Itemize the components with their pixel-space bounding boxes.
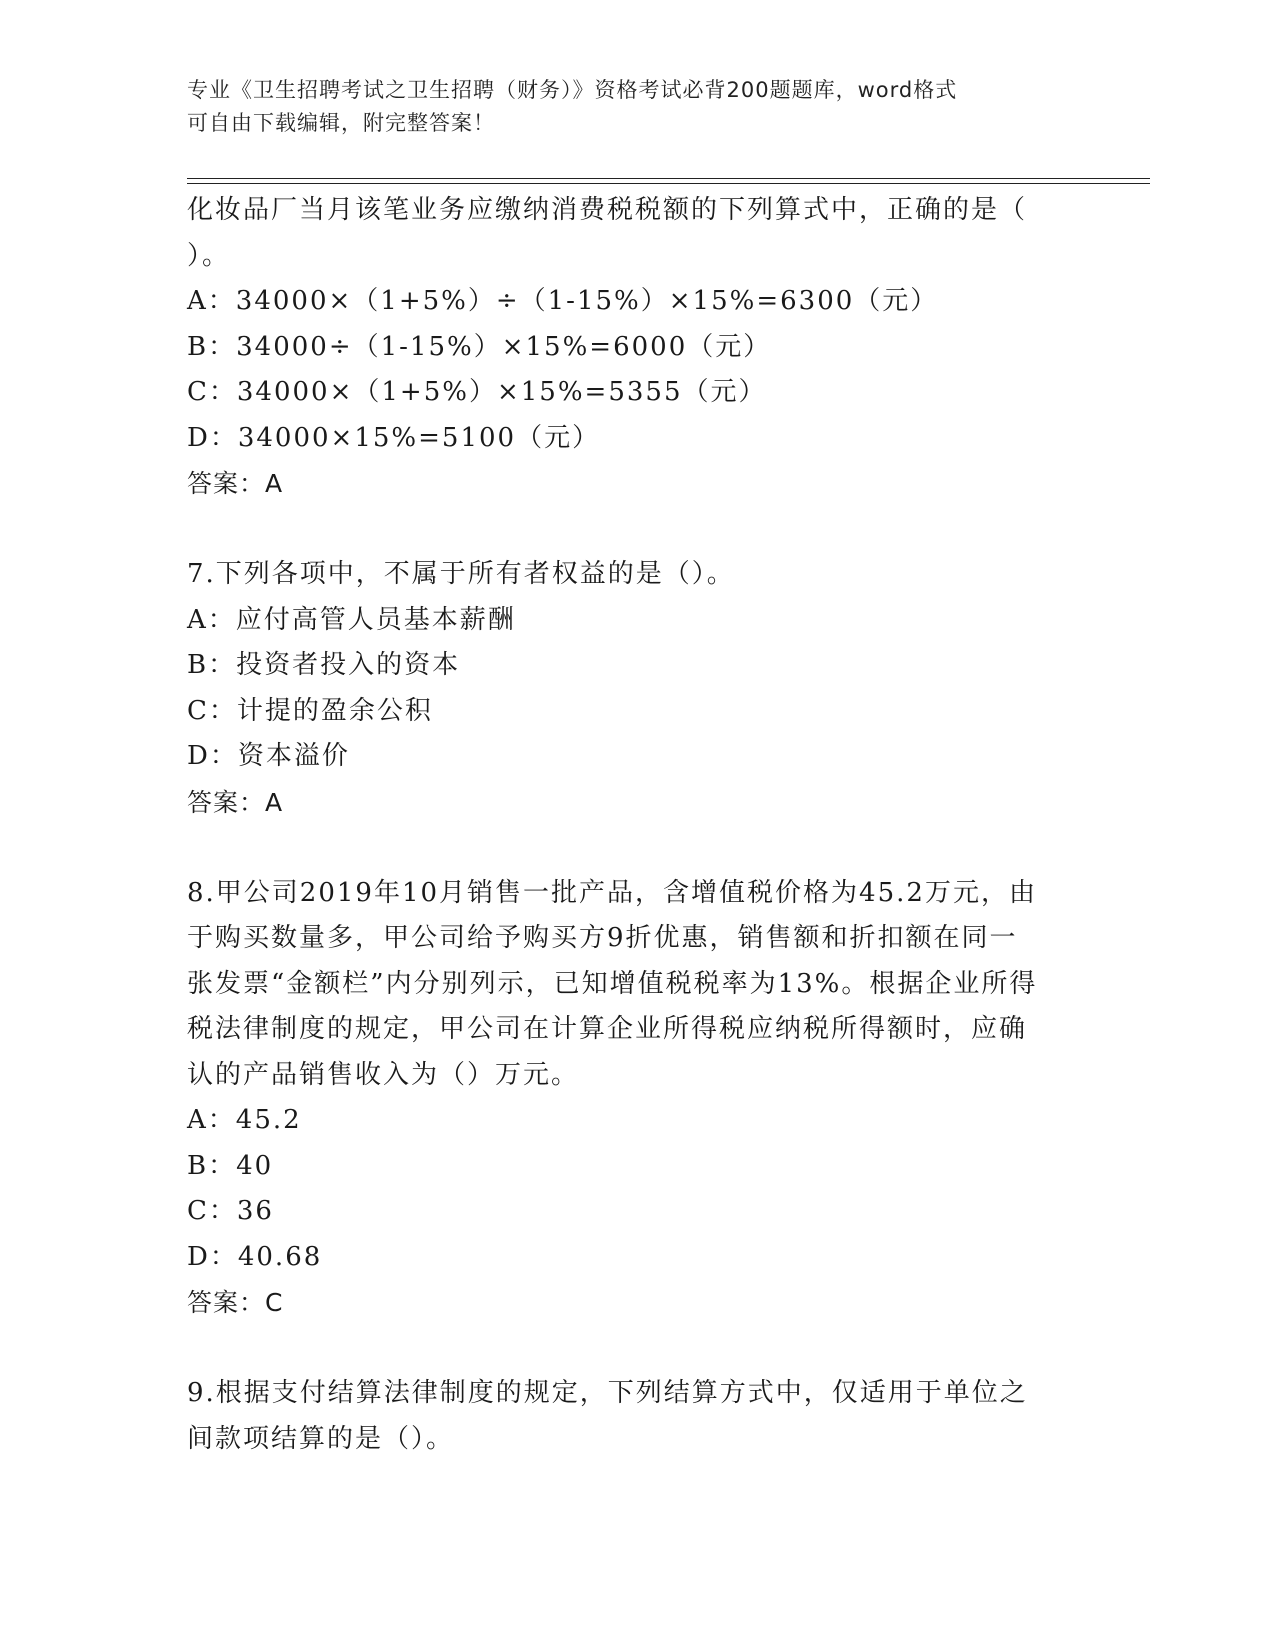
header-rule-top [187, 178, 1150, 179]
option-d: D：34000×15%=5100（元） [187, 422, 601, 453]
question-content [187, 188, 1097, 1462]
option-a: A：34000×（1+5%）÷（1-15%）×15%=6300（元） [187, 286, 939, 316]
question-stem-line: 7.下列各项中，不属于所有者权益的是（）。 [187, 559, 735, 589]
question-stem-line: 于购买数量多，甲公司给予购买方9折优惠，销售额和折扣额在同一 [187, 923, 1018, 953]
header-rule-bottom [187, 183, 1150, 184]
spacer [187, 825, 1097, 871]
spacer [187, 507, 1097, 553]
option-d: D：资本溢价 [187, 741, 350, 771]
option-d: D：40.68 [187, 1241, 323, 1272]
question-stem-line: 化妆品厂当月该笔业务应缴纳消费税税额的下列算式中，正确的是（ [187, 195, 1028, 225]
option-c: C：36 [187, 1196, 274, 1226]
question-stem-line: 张发票“金额栏”内分别列示，已知增值税税率为13%。根据企业所得 [187, 968, 1038, 999]
option-a: A：45.2 [187, 1105, 302, 1135]
question-stem-line: 认的产品销售收入为（）万元。 [187, 1059, 580, 1090]
question-7 [187, 552, 1097, 825]
option-c: C：34000×（1+5%）×15%=5355（元） [187, 377, 767, 407]
option-a: A：应付高管人员基本薪酬 [187, 604, 516, 635]
question-6 [187, 188, 1097, 507]
answer-label: 答案：A [187, 469, 284, 498]
option-b: B：34000÷（1-15%）×15%=6000（元） [187, 331, 772, 362]
option-c: C：计提的盈余公积 [187, 695, 433, 726]
question-stem-line: ）。 [187, 240, 231, 271]
question-9 [187, 1371, 1097, 1462]
header-line-2: 可自由下载编辑，附完整答案！ [187, 111, 495, 135]
option-b: B：投资者投入的资本 [187, 650, 461, 680]
question-stem-line: 9.根据支付结算法律制度的规定，下列结算方式中，仅适用于单位之 [187, 1378, 1028, 1408]
question-8 [187, 871, 1097, 1326]
question-stem-line: 税法律制度的规定，甲公司在计算企业所得税应纳税所得额时，应确 [187, 1014, 1028, 1044]
spacer [187, 1326, 1097, 1372]
answer-label: 答案：C [187, 1288, 284, 1317]
question-stem-line: 间款项结算的是（）。 [187, 1423, 455, 1454]
document-header [187, 74, 1067, 140]
question-stem-line: 8.甲公司2019年10月销售一批产品，含增值税价格为45.2万元，由 [187, 877, 1037, 908]
header-line-1: 专业《卫生招聘考试之卫生招聘（财务）》资格考试必背200题题库，word格式 [187, 78, 958, 102]
option-b: B：40 [187, 1150, 274, 1181]
answer-label: 答案：A [187, 787, 284, 817]
